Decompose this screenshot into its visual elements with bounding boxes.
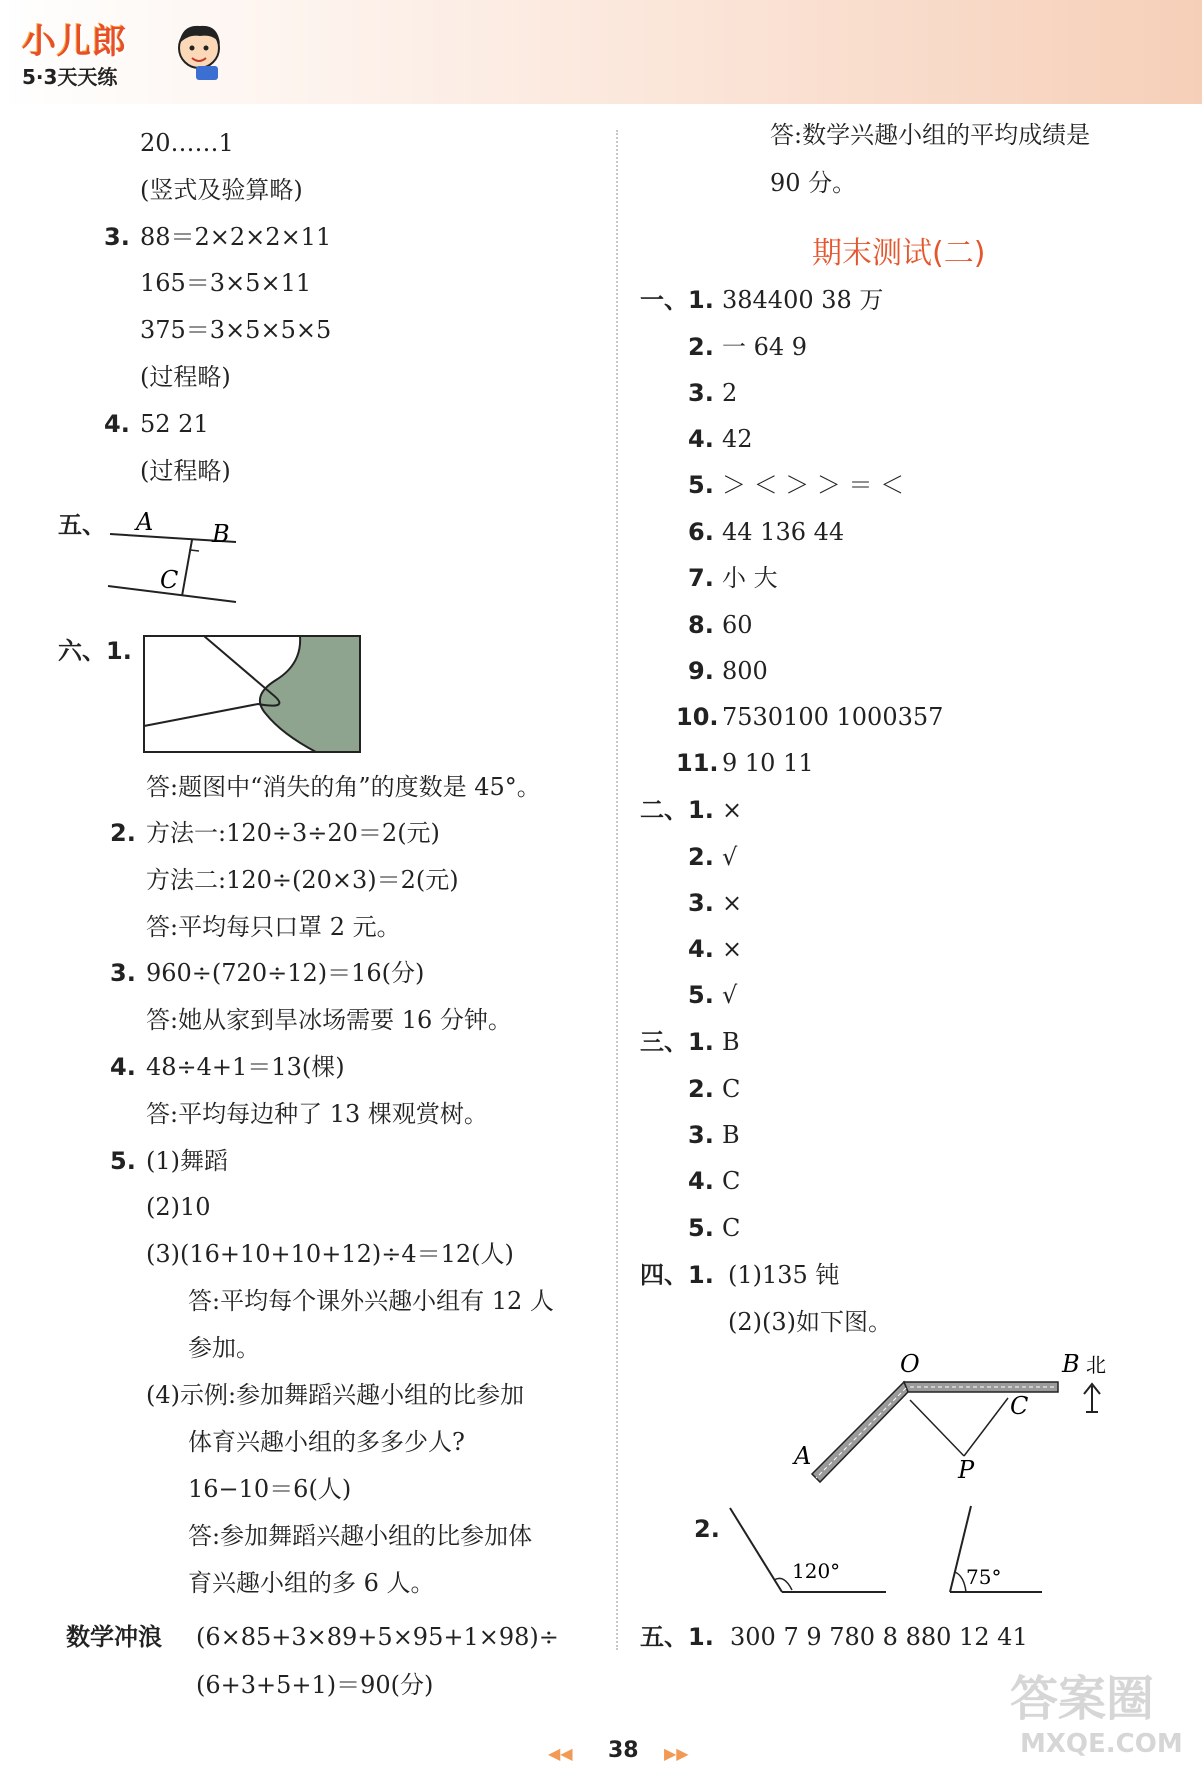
question-number: 5. xyxy=(110,1147,136,1175)
section-label: 五、 xyxy=(58,511,106,539)
answer-line: 答:平均每只口罩 2 元。 xyxy=(146,913,401,941)
point-label: A xyxy=(136,508,154,536)
question-number: 11. xyxy=(676,749,719,777)
answer-line: 小 大 xyxy=(722,564,778,592)
question-number: 8. xyxy=(688,611,714,639)
answer-line: 方法二:120÷(20×3)＝2(元) xyxy=(146,866,459,894)
answer-line: 52 21 xyxy=(140,410,209,438)
angles-figure xyxy=(726,1500,1046,1598)
angle-construction-figure xyxy=(786,1346,1116,1486)
answer-line: C xyxy=(722,1214,741,1242)
answer-line: 体育兴趣小组的多多少人? xyxy=(188,1428,465,1456)
answer-line: 答:她从家到旱冰场需要 16 分钟。 xyxy=(146,1006,512,1034)
answer-line: √ xyxy=(722,981,738,1009)
question-number: 5. xyxy=(688,1214,714,1242)
question-number: 7. xyxy=(688,564,714,592)
answer-line: 960÷(720÷12)＝16(分) xyxy=(146,959,425,987)
answer-line: 42 xyxy=(722,425,753,453)
point-label: P xyxy=(958,1456,975,1484)
brand-name: 小儿郎 xyxy=(22,22,127,62)
question-number: 4. xyxy=(688,1167,714,1195)
answer-line: 90 分。 xyxy=(770,169,857,197)
section-label: 数学冲浪 xyxy=(66,1623,162,1651)
answer-line: 165＝3×5×11 xyxy=(140,269,312,297)
answer-line: 答:平均每边种了 13 棵观赏树。 xyxy=(146,1100,488,1128)
answer-line: × xyxy=(722,796,743,824)
answer-line: × xyxy=(722,889,743,917)
question-number: 3. xyxy=(104,223,130,251)
answer-line: 参加。 xyxy=(188,1334,260,1362)
answer-line: (1)135 钝 xyxy=(728,1261,840,1289)
answer-line: (4)示例:参加舞蹈兴趣小组的比参加 xyxy=(146,1381,525,1409)
question-number: 2. xyxy=(694,1515,720,1543)
question-number: 4. xyxy=(104,410,130,438)
section-label: 六、1. xyxy=(58,637,132,665)
question-number: 3. xyxy=(110,959,136,987)
section-label: 三、1. xyxy=(640,1028,714,1056)
point-label: B xyxy=(1062,1350,1080,1378)
question-number: 6. xyxy=(688,518,714,546)
question-number: 2. xyxy=(688,843,714,871)
angle-label: 75° xyxy=(966,1565,1002,1589)
answer-line: 60 xyxy=(722,611,753,639)
answer-line: C xyxy=(722,1075,741,1103)
section-label: 五、1. xyxy=(640,1623,714,1651)
answer-line: 答:数学兴趣小组的平均成绩是 xyxy=(770,121,1091,149)
answer-line: 7530100 1000357 xyxy=(722,703,944,731)
question-number: 10. xyxy=(676,703,719,731)
answer-line: 答:参加舞蹈兴趣小组的比参加体 xyxy=(188,1522,533,1550)
answer-line: 384400 38 万 xyxy=(722,286,884,314)
watermark-logo: 答案圈 xyxy=(1010,1671,1155,1727)
answer-line: (6×85+3×89+5×95+1×98)÷ xyxy=(196,1623,559,1651)
parallel-lines-figure xyxy=(100,506,240,606)
angle-label: 120° xyxy=(792,1559,841,1583)
question-number: 4. xyxy=(688,935,714,963)
answer-line: 9 10 11 xyxy=(722,749,814,777)
question-number: 5. xyxy=(688,471,714,499)
question-number: 3. xyxy=(688,1121,714,1149)
answer-line: 300 7 9 780 8 880 12 41 xyxy=(730,1623,1028,1651)
answer-line: (1)舞蹈 xyxy=(146,1147,228,1175)
section-label: 一、1. xyxy=(640,286,714,314)
answer-line: (竖式及验算略) xyxy=(140,176,303,204)
answer-line: C xyxy=(722,1167,741,1195)
watermark-url: MXQE.COM xyxy=(1020,1729,1183,1759)
answer-line: × xyxy=(722,935,743,963)
answer-line: 答:题图中“消失的角”的度数是 45°。 xyxy=(146,773,541,801)
page-number: 38 xyxy=(608,1738,639,1763)
watermark xyxy=(1010,1660,1183,1759)
question-number: 2. xyxy=(688,333,714,361)
question-number: 9. xyxy=(688,657,714,685)
question-number: 3. xyxy=(688,379,714,407)
point-label: A xyxy=(794,1442,812,1470)
question-number: 5. xyxy=(688,981,714,1009)
question-number: 2. xyxy=(110,819,136,847)
point-label: C xyxy=(1010,1392,1029,1420)
point-label: C xyxy=(160,566,179,594)
section-label: 四、1. xyxy=(640,1261,714,1289)
answer-line: √ xyxy=(722,843,738,871)
answer-line: 800 xyxy=(722,657,768,685)
answer-line: 375＝3×5×5×5 xyxy=(140,316,332,344)
answer-line: B xyxy=(722,1028,740,1056)
question-number: 2. xyxy=(688,1075,714,1103)
point-label: O xyxy=(900,1350,920,1378)
answer-line: (6+3+5+1)＝90(分) xyxy=(196,1671,434,1699)
answer-line: 育兴趣小组的多 6 人。 xyxy=(188,1569,435,1597)
answer-line: B xyxy=(722,1121,740,1149)
brand-logo xyxy=(22,14,127,90)
point-label: B xyxy=(212,520,230,548)
answer-line: 48÷4+1＝13(棵) xyxy=(146,1053,345,1081)
column-divider xyxy=(616,130,618,1650)
question-number: 4. xyxy=(110,1053,136,1081)
answer-line: (过程略) xyxy=(140,363,231,391)
answer-line: ＞ ＜ ＞ ＞ ＝ ＜ xyxy=(722,471,905,499)
answer-line: 44 136 44 xyxy=(722,518,845,546)
section-heading: 期末测试(二) xyxy=(812,236,986,271)
mascot-icon xyxy=(170,18,228,84)
answer-line: 一 64 9 xyxy=(722,333,808,361)
answer-line: 方法一:120÷3÷20＝2(元) xyxy=(146,819,440,847)
next-arrow-icon: ▶▶ xyxy=(664,1744,689,1763)
north-label: 北 xyxy=(1086,1353,1106,1377)
answer-line: 20……1 xyxy=(140,129,234,157)
answer-line: 16−10＝6(人) xyxy=(188,1475,352,1503)
answer-line: (3)(16+10+10+12)÷4＝12(人) xyxy=(146,1240,514,1268)
answer-line: (2)10 xyxy=(146,1193,211,1221)
series-name: 5·3天天练 xyxy=(22,65,118,89)
answer-line: 2 xyxy=(722,379,738,407)
prev-arrow-icon: ◀◀ xyxy=(548,1744,573,1763)
vanishing-angle-figure xyxy=(142,634,364,754)
answer-line: 答:平均每个课外兴趣小组有 12 人 xyxy=(188,1287,554,1315)
answer-line: 88＝2×2×2×11 xyxy=(140,223,332,251)
question-number: 3. xyxy=(688,889,714,917)
section-label: 二、1. xyxy=(640,796,714,824)
answer-line: (2)(3)如下图。 xyxy=(728,1308,892,1336)
answer-line: (过程略) xyxy=(140,457,231,485)
question-number: 4. xyxy=(688,425,714,453)
